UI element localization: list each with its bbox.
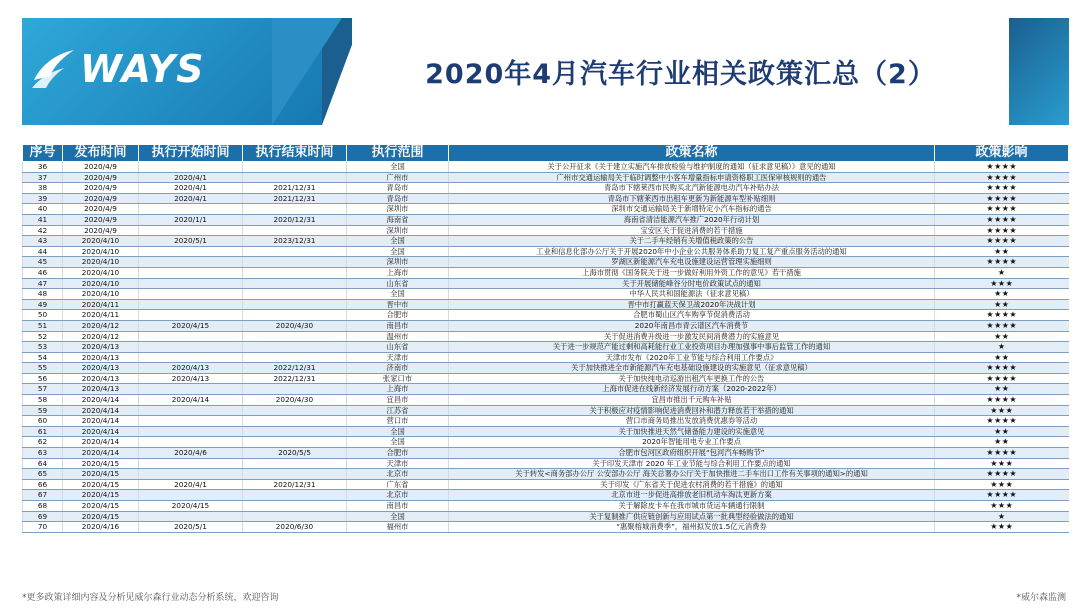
cell-start-date [139, 469, 243, 480]
cell-end-date [243, 458, 347, 469]
cell-impact: ★★★★ [935, 172, 1069, 183]
cell-scope: 南昌市 [347, 501, 449, 512]
source-note: *威尔森监测 [1016, 593, 1066, 603]
cell-scope: 营口市 [347, 416, 449, 427]
cell-start-date [139, 352, 243, 363]
cell-end-date: 2020/4/30 [243, 320, 347, 331]
policy-table [22, 144, 1069, 533]
cell-end-date [243, 384, 347, 395]
cell-policy-name: 广州市交通运输局关于临时调整中小客车增量指标申请资格职工医保审核规则的通告 [449, 172, 935, 183]
cell-policy-name: 关于积极应对疫情影响促进消费回补和潜力释放若干举措的通知 [449, 405, 935, 416]
cell-start-date [139, 490, 243, 501]
table-row [23, 363, 1069, 374]
cell-no: 53 [23, 342, 63, 353]
cell-end-date [243, 246, 347, 257]
cell-start-date [139, 426, 243, 437]
cell-scope: 上海市 [347, 267, 449, 278]
cell-pub-date: 2020/4/9 [63, 225, 139, 236]
cell-impact: ★★ [935, 299, 1069, 310]
cell-policy-name: 关于进一步规范产能过剩和高耗能行业工业投资项目办理加强事中事后监管工作的通知 [449, 342, 935, 353]
cell-impact: ★★★★ [935, 320, 1069, 331]
cell-no: 51 [23, 320, 63, 331]
cell-end-date [243, 267, 347, 278]
cell-scope: 全国 [347, 246, 449, 257]
cell-scope: 合肥市 [347, 448, 449, 459]
cell-no: 62 [23, 437, 63, 448]
cell-policy-name: “惠聚榕城消费季”，福州拟发放1.5亿元消费券 [449, 522, 935, 533]
cell-scope: 广东省 [347, 479, 449, 490]
cell-scope: 深圳市 [347, 257, 449, 268]
cell-pub-date: 2020/4/9 [63, 193, 139, 204]
cell-end-date [243, 257, 347, 268]
cell-pub-date: 2020/4/9 [63, 183, 139, 194]
cell-pub-date: 2020/4/14 [63, 437, 139, 448]
header-banner [22, 18, 1069, 125]
cell-start-date: 2020/5/1 [139, 522, 243, 533]
cell-policy-name: 深圳市交通运输局关于新增特定小汽车指标的通告 [449, 204, 935, 215]
cell-pub-date: 2020/4/13 [63, 363, 139, 374]
table-row [23, 162, 1069, 173]
cell-impact: ★★★★ [935, 416, 1069, 427]
cell-no: 41 [23, 214, 63, 225]
table-row [23, 320, 1069, 331]
cell-no: 59 [23, 405, 63, 416]
cell-scope: 江苏省 [347, 405, 449, 416]
cell-policy-name: 青岛市下辖莱西市出租车更新为新能源车型补贴细则 [449, 193, 935, 204]
cell-scope: 北京市 [347, 490, 449, 501]
cell-policy-name: 上海市贯彻《国务院关于进一步做好利用外资工作的意见》若干措施 [449, 267, 935, 278]
table-row [23, 172, 1069, 183]
cell-impact: ★★★★ [935, 310, 1069, 321]
cell-pub-date: 2020/4/13 [63, 342, 139, 353]
cell-pub-date: 2020/4/11 [63, 299, 139, 310]
table-row [23, 236, 1069, 247]
cell-end-date [243, 501, 347, 512]
cell-policy-name: 关于促进消费升级进一步激发民间消费潜力的实施意见 [449, 331, 935, 342]
cell-pub-date: 2020/4/15 [63, 458, 139, 469]
col-header-pub-date: 发布时间 [63, 145, 139, 162]
cell-start-date [139, 289, 243, 300]
cell-policy-name: 上海市促进在线新经济发展行动方案（2020-2022年） [449, 384, 935, 395]
cell-scope: 张家口市 [347, 373, 449, 384]
cell-no: 60 [23, 416, 63, 427]
cell-start-date [139, 204, 243, 215]
table-row [23, 426, 1069, 437]
cell-end-date: 2020/6/30 [243, 522, 347, 533]
cell-end-date [243, 490, 347, 501]
table-row [23, 395, 1069, 406]
table-row [23, 342, 1069, 353]
table-header-row [23, 145, 1069, 162]
cell-impact: ★★★ [935, 458, 1069, 469]
cell-pub-date: 2020/4/15 [63, 490, 139, 501]
cell-no: 40 [23, 204, 63, 215]
cell-pub-date: 2020/4/9 [63, 214, 139, 225]
cell-end-date [243, 511, 347, 522]
page-title: 2020年4月汽车行业相关政策汇总（2） [425, 59, 936, 90]
table-row [23, 225, 1069, 236]
cell-impact: ★★★★ [935, 257, 1069, 268]
cell-policy-name: 关于转发<商务部办公厅 公安部办公厅 海关总署办公厅关于加快推进二手车出口工作有关事项的通知>的通知 [449, 469, 935, 480]
cell-impact: ★★★★ [935, 214, 1069, 225]
cell-impact: ★★ [935, 331, 1069, 342]
cell-start-date: 2020/4/13 [139, 363, 243, 374]
table-row [23, 289, 1069, 300]
cell-pub-date: 2020/4/15 [63, 479, 139, 490]
cell-impact: ★★ [935, 246, 1069, 257]
table-row [23, 479, 1069, 490]
cell-start-date: 2020/1/1 [139, 214, 243, 225]
cell-no: 64 [23, 458, 63, 469]
cell-no: 61 [23, 426, 63, 437]
cell-end-date [243, 299, 347, 310]
table-row [23, 405, 1069, 416]
cell-scope: 全国 [347, 289, 449, 300]
cell-impact: ★★★★ [935, 373, 1069, 384]
ways-logo-icon [30, 46, 76, 92]
cell-no: 52 [23, 331, 63, 342]
cell-pub-date: 2020/4/10 [63, 267, 139, 278]
cell-policy-name: 合肥市包河区政府组织开展“包河汽车畅购节” [449, 448, 935, 459]
table-row [23, 448, 1069, 459]
cell-no: 46 [23, 267, 63, 278]
cell-end-date [243, 331, 347, 342]
cell-end-date: 2020/12/31 [243, 214, 347, 225]
cell-no: 38 [23, 183, 63, 194]
table-row [23, 373, 1069, 384]
cell-scope: 广州市 [347, 172, 449, 183]
col-header-no: 序号 [23, 145, 63, 162]
col-header-impact: 政策影响 [935, 145, 1069, 162]
cell-no: 67 [23, 490, 63, 501]
cell-impact: ★★ [935, 437, 1069, 448]
cell-impact: ★★★★ [935, 490, 1069, 501]
cell-start-date [139, 331, 243, 342]
cell-no: 36 [23, 162, 63, 173]
cell-pub-date: 2020/4/13 [63, 384, 139, 395]
cell-policy-name: 关于公开征求《关于建立实施汽车排放检验与维护制度的通知（征求意见稿）》意见的通知 [449, 162, 935, 173]
cell-scope: 海南省 [347, 214, 449, 225]
col-header-end-date: 执行结束时间 [243, 145, 347, 162]
cell-end-date: 2023/12/31 [243, 236, 347, 247]
cell-scope: 福州市 [347, 522, 449, 533]
table-row [23, 267, 1069, 278]
cell-pub-date: 2020/4/14 [63, 416, 139, 427]
cell-no: 70 [23, 522, 63, 533]
cell-scope: 合肥市 [347, 310, 449, 321]
cell-scope: 宜昌市 [347, 395, 449, 406]
cell-no: 58 [23, 395, 63, 406]
cell-policy-name: 2020年智能用电专业工作要点 [449, 437, 935, 448]
table-row [23, 469, 1069, 480]
cell-impact: ★★ [935, 352, 1069, 363]
cell-pub-date: 2020/4/10 [63, 246, 139, 257]
cell-start-date: 2020/4/13 [139, 373, 243, 384]
cell-end-date: 2020/4/30 [243, 395, 347, 406]
cell-pub-date: 2020/4/13 [63, 373, 139, 384]
cell-policy-name: 关于解除皮卡车在我市城市货运车辆通行限制 [449, 501, 935, 512]
cell-no: 43 [23, 236, 63, 247]
cell-impact: ★ [935, 342, 1069, 353]
table-row [23, 246, 1069, 257]
cell-pub-date: 2020/4/15 [63, 469, 139, 480]
cell-start-date [139, 405, 243, 416]
cell-scope: 天津市 [347, 352, 449, 363]
cell-impact: ★★★ [935, 278, 1069, 289]
cell-policy-name: 晋中市打赢蓝天保卫战2020年决战计划 [449, 299, 935, 310]
cell-policy-name: 关于加快推进天然气储备能力建设的实施意见 [449, 426, 935, 437]
cell-start-date [139, 246, 243, 257]
table-row [23, 501, 1069, 512]
cell-scope: 温州市 [347, 331, 449, 342]
cell-start-date: 2020/5/1 [139, 236, 243, 247]
cell-no: 57 [23, 384, 63, 395]
table-row [23, 384, 1069, 395]
cell-end-date [243, 342, 347, 353]
cell-no: 63 [23, 448, 63, 459]
cell-scope: 全国 [347, 426, 449, 437]
cell-impact: ★★★ [935, 405, 1069, 416]
cell-start-date: 2020/4/15 [139, 320, 243, 331]
cell-pub-date: 2020/4/11 [63, 310, 139, 321]
logo-text: WAYS [80, 47, 205, 91]
cell-start-date: 2020/4/15 [139, 501, 243, 512]
cell-end-date: 2020/5/5 [243, 448, 347, 459]
cell-no: 54 [23, 352, 63, 363]
cell-pub-date: 2020/4/15 [63, 501, 139, 512]
cell-end-date [243, 162, 347, 173]
table-row [23, 257, 1069, 268]
cell-scope: 济南市 [347, 363, 449, 374]
cell-scope: 深圳市 [347, 225, 449, 236]
cell-scope: 全国 [347, 236, 449, 247]
cell-start-date [139, 511, 243, 522]
cell-scope: 上海市 [347, 384, 449, 395]
cell-start-date [139, 310, 243, 321]
cell-start-date: 2020/4/1 [139, 479, 243, 490]
cell-policy-name: 宝安区关于促进消费的若干措施 [449, 225, 935, 236]
cell-pub-date: 2020/4/9 [63, 172, 139, 183]
cell-policy-name: 天津市发布《2020年工业节能与综合利用工作要点》 [449, 352, 935, 363]
cell-policy-name: 关于加快推进全市新能源汽车充电基础设施建设的实施意见（征求意见稿） [449, 363, 935, 374]
table-row [23, 193, 1069, 204]
cell-policy-name: 宜昌市推出千元购车补贴 [449, 395, 935, 406]
cell-scope: 全国 [347, 511, 449, 522]
cell-end-date: 2021/12/31 [243, 183, 347, 194]
cell-policy-name: 罗湖区新能源汽车充电设施建设运营管理实施细则 [449, 257, 935, 268]
cell-impact: ★★★★ [935, 448, 1069, 459]
cell-pub-date: 2020/4/9 [63, 162, 139, 173]
col-header-scope: 执行范围 [347, 145, 449, 162]
cell-scope: 青岛市 [347, 193, 449, 204]
cell-pub-date: 2020/4/14 [63, 426, 139, 437]
cell-scope: 南昌市 [347, 320, 449, 331]
cell-impact: ★★★ [935, 501, 1069, 512]
table-row [23, 310, 1069, 321]
cell-end-date [243, 437, 347, 448]
cell-pub-date: 2020/4/15 [63, 511, 139, 522]
cell-start-date [139, 458, 243, 469]
cell-end-date: 2022/12/31 [243, 363, 347, 374]
cell-start-date: 2020/4/6 [139, 448, 243, 459]
cell-no: 65 [23, 469, 63, 480]
cell-end-date [243, 172, 347, 183]
cell-no: 66 [23, 479, 63, 490]
cell-no: 39 [23, 193, 63, 204]
table-row [23, 458, 1069, 469]
col-header-policy-name: 政策名称 [449, 145, 935, 162]
cell-scope: 全国 [347, 437, 449, 448]
cell-no: 68 [23, 501, 63, 512]
cell-no: 49 [23, 299, 63, 310]
cell-impact: ★★★★ [935, 183, 1069, 194]
cell-impact: ★ [935, 267, 1069, 278]
cell-scope: 深圳市 [347, 204, 449, 215]
cell-scope: 山东省 [347, 278, 449, 289]
cell-policy-name: 关于印发天津市 2020 年工业节能与综合利用工作要点的通知 [449, 458, 935, 469]
cell-start-date [139, 278, 243, 289]
cell-pub-date: 2020/4/10 [63, 236, 139, 247]
table-row [23, 416, 1069, 427]
cell-end-date [243, 225, 347, 236]
table-row [23, 214, 1069, 225]
cell-start-date: 2020/4/1 [139, 183, 243, 194]
cell-start-date [139, 384, 243, 395]
cell-pub-date: 2020/4/12 [63, 320, 139, 331]
footnote: *更多政策详细内容及分析见威尔森行业动态分析系统，欢迎咨询 [22, 593, 279, 603]
cell-end-date [243, 278, 347, 289]
cell-impact: ★★★ [935, 522, 1069, 533]
cell-scope: 山东省 [347, 342, 449, 353]
cell-impact: ★★★★ [935, 162, 1069, 173]
cell-end-date [243, 416, 347, 427]
cell-policy-name: 2020年南昌市青云谱区汽车消费节 [449, 320, 935, 331]
cell-policy-name: 青岛市下辖莱西市民购买北汽新能源电动汽车补贴办法 [449, 183, 935, 194]
cell-scope: 天津市 [347, 458, 449, 469]
cell-impact: ★ [935, 511, 1069, 522]
cell-impact: ★★★ [935, 479, 1069, 490]
table-row [23, 511, 1069, 522]
cell-pub-date: 2020/4/10 [63, 257, 139, 268]
cell-end-date [243, 352, 347, 363]
cell-policy-name: 合肥市蜀山区汽车购享节促消费活动 [449, 310, 935, 321]
cell-start-date [139, 267, 243, 278]
cell-start-date [139, 225, 243, 236]
cell-end-date [243, 289, 347, 300]
cell-pub-date: 2020/4/16 [63, 522, 139, 533]
cell-no: 37 [23, 172, 63, 183]
cell-no: 50 [23, 310, 63, 321]
cell-policy-name: 北京市进一步促进高排放老旧机动车淘汰更新方案 [449, 490, 935, 501]
table-row [23, 278, 1069, 289]
cell-impact: ★★ [935, 426, 1069, 437]
cell-pub-date: 2020/4/14 [63, 448, 139, 459]
cell-end-date: 2022/12/31 [243, 373, 347, 384]
cell-pub-date: 2020/4/10 [63, 289, 139, 300]
table-row [23, 204, 1069, 215]
banner-accent [1009, 18, 1069, 125]
cell-start-date [139, 437, 243, 448]
cell-impact: ★★ [935, 384, 1069, 395]
cell-end-date [243, 310, 347, 321]
cell-scope: 全国 [347, 162, 449, 173]
table-row [23, 437, 1069, 448]
cell-pub-date: 2020/4/14 [63, 405, 139, 416]
cell-no: 56 [23, 373, 63, 384]
cell-pub-date: 2020/4/12 [63, 331, 139, 342]
col-header-start-date: 执行开始时间 [139, 145, 243, 162]
table-body [23, 162, 1069, 533]
cell-start-date [139, 257, 243, 268]
table-row [23, 331, 1069, 342]
cell-start-date [139, 162, 243, 173]
cell-impact: ★★★★ [935, 236, 1069, 247]
cell-end-date: 2021/12/31 [243, 193, 347, 204]
cell-start-date: 2020/4/1 [139, 172, 243, 183]
cell-policy-name: 关于印发《广东省关于促进农村消费的若干措施》的通知 [449, 479, 935, 490]
cell-impact: ★★ [935, 289, 1069, 300]
table-row [23, 183, 1069, 194]
cell-impact: ★★★★ [935, 225, 1069, 236]
cell-end-date [243, 204, 347, 215]
cell-end-date: 2020/12/31 [243, 479, 347, 490]
cell-end-date [243, 469, 347, 480]
cell-policy-name: 中华人民共和国能源法（征求意见稿） [449, 289, 935, 300]
cell-policy-name: 关于复制推广供应链创新与应用试点第一批典型经验做法的通知 [449, 511, 935, 522]
cell-end-date [243, 426, 347, 437]
cell-no: 69 [23, 511, 63, 522]
table-row [23, 299, 1069, 310]
cell-no: 55 [23, 363, 63, 374]
cell-policy-name: 关于二手车经销有关增值税政策的公告 [449, 236, 935, 247]
cell-pub-date: 2020/4/9 [63, 204, 139, 215]
table-row [23, 522, 1069, 533]
ways-logo [30, 46, 205, 92]
cell-impact: ★★★★ [935, 469, 1069, 480]
cell-policy-name: 关于开展储能峰谷分时电价政策试点的通知 [449, 278, 935, 289]
cell-impact: ★★★★ [935, 204, 1069, 215]
cell-no: 47 [23, 278, 63, 289]
cell-impact: ★★★★ [935, 363, 1069, 374]
cell-start-date: 2020/4/1 [139, 193, 243, 204]
table-row [23, 490, 1069, 501]
cell-start-date [139, 299, 243, 310]
cell-policy-name: 海南省清洁能源汽车推广2020年行动计划 [449, 214, 935, 225]
cell-no: 44 [23, 246, 63, 257]
cell-policy-name: 工业和信息化部办公厅关于开展2020年中小企业公共服务体系助力复工复产重点服务活动的通知 [449, 246, 935, 257]
cell-no: 48 [23, 289, 63, 300]
cell-scope: 青岛市 [347, 183, 449, 194]
table-row [23, 352, 1069, 363]
cell-pub-date: 2020/4/10 [63, 278, 139, 289]
cell-scope: 晋中市 [347, 299, 449, 310]
cell-impact: ★★★★ [935, 193, 1069, 204]
cell-start-date [139, 342, 243, 353]
cell-start-date: 2020/4/14 [139, 395, 243, 406]
cell-pub-date: 2020/4/14 [63, 395, 139, 406]
cell-end-date [243, 405, 347, 416]
cell-start-date [139, 416, 243, 427]
cell-impact: ★★★★ [935, 395, 1069, 406]
cell-policy-name: 营口市商务局推出发放消费优惠券等活动 [449, 416, 935, 427]
cell-pub-date: 2020/4/13 [63, 352, 139, 363]
cell-scope: 北京市 [347, 469, 449, 480]
cell-no: 42 [23, 225, 63, 236]
cell-policy-name: 关于加快纯电动巡游出租汽车更换工作的公告 [449, 373, 935, 384]
cell-no: 45 [23, 257, 63, 268]
